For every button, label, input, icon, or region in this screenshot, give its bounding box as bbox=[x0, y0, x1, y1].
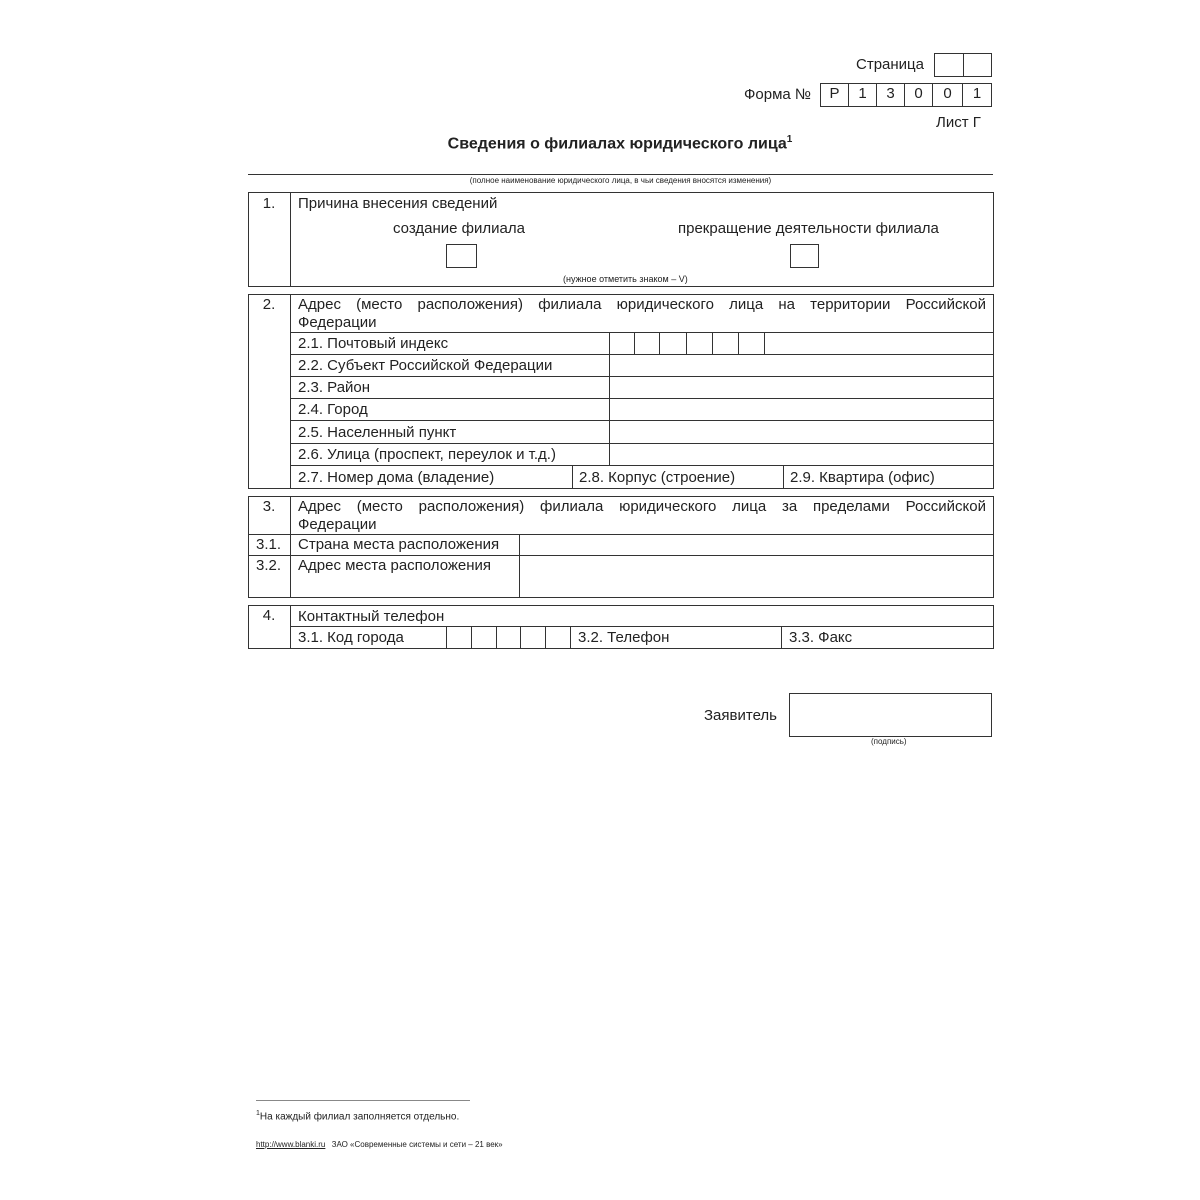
footer-company: ЗАО «Современные системы и сети – 21 век» bbox=[331, 1140, 503, 1149]
section-3-divider bbox=[290, 496, 291, 598]
row-locality: 2.5. Населенный пункт bbox=[298, 424, 457, 441]
section-1-label: Причина внесения сведений bbox=[298, 195, 498, 212]
page-number-cell-2[interactable] bbox=[963, 53, 992, 77]
page-title-text: Сведения о филиалах юридического лица bbox=[447, 135, 787, 153]
row-house[interactable]: 2.7. Номер дома (владение) bbox=[298, 469, 495, 486]
section-2-number: 2. bbox=[262, 296, 276, 313]
house-divider bbox=[572, 465, 573, 489]
row-country: Страна места расположения bbox=[298, 536, 500, 553]
page-label: Страница bbox=[856, 56, 924, 73]
row-3-2-number: 3.2. bbox=[256, 557, 282, 574]
terminate-branch-checkbox[interactable] bbox=[790, 244, 819, 268]
form-code-cell: Р bbox=[820, 83, 849, 107]
row-federal-subject: 2.2. Субъект Российской Федерации bbox=[298, 357, 553, 374]
section-1-divider bbox=[290, 192, 291, 287]
footnote bbox=[256, 1108, 459, 1123]
form-code-cell: 3 bbox=[876, 83, 905, 107]
row-apartment[interactable]: 2.9. Квартира (офис) bbox=[790, 469, 935, 486]
row-street: 2.6. Улица (проспект, переулок и т.д.) bbox=[298, 446, 556, 463]
section-3-label-cont: Федерации bbox=[298, 516, 377, 533]
create-branch-checkbox[interactable] bbox=[446, 244, 477, 268]
option-create-branch-label: создание филиала bbox=[393, 220, 525, 237]
form-code-cell: 0 bbox=[932, 83, 963, 107]
section-1-number: 1. bbox=[262, 195, 276, 212]
row-city: 2.4. Город bbox=[298, 401, 368, 418]
signature-box[interactable] bbox=[789, 693, 992, 737]
mark-hint: (нужное отметить знаком – V) bbox=[563, 274, 688, 284]
form-code-cell: 0 bbox=[904, 83, 933, 107]
row-district: 2.3. Район bbox=[298, 379, 371, 396]
signature-caption: (подпись) bbox=[871, 737, 907, 746]
locality-input[interactable] bbox=[610, 421, 993, 443]
footer-link[interactable]: http://www.blanki.ru bbox=[256, 1140, 326, 1149]
city-code-input[interactable] bbox=[447, 627, 570, 648]
legal-entity-name-caption: (полное наименование юридического лица, в чьи сведения вносятся изменения) bbox=[469, 176, 772, 185]
row-phone[interactable]: 3.2. Телефон bbox=[578, 629, 670, 646]
row-city-code: 3.1. Код города bbox=[298, 629, 404, 646]
section-2-label: Адрес (место расположения) филиала юридического лица на территории Российской bbox=[298, 296, 986, 313]
country-input[interactable] bbox=[520, 535, 993, 555]
footnote-number: 1 bbox=[256, 1110, 260, 1117]
foreign-address-input[interactable] bbox=[520, 556, 993, 597]
form-code-cell: 1 bbox=[962, 83, 992, 107]
section-4-number: 4. bbox=[262, 607, 276, 624]
option-terminate-branch-label: прекращение деятельности филиала bbox=[678, 220, 939, 237]
legal-entity-name-line[interactable] bbox=[248, 174, 993, 175]
row-line bbox=[290, 465, 994, 466]
section-2-divider bbox=[290, 294, 291, 489]
form-number-label: Форма № bbox=[744, 86, 812, 103]
row-line bbox=[290, 626, 994, 627]
footer bbox=[256, 1140, 503, 1150]
section-4-divider bbox=[290, 605, 291, 649]
row-3-1-number: 3.1. bbox=[256, 536, 282, 553]
street-input[interactable] bbox=[610, 444, 993, 465]
city-input[interactable] bbox=[610, 399, 993, 420]
city-code-cell-divider bbox=[570, 626, 571, 649]
row-postal-index: 2.1. Почтовый индекс bbox=[298, 335, 449, 352]
form-code-cell: 1 bbox=[848, 83, 877, 107]
section-2-label-cont: Федерации bbox=[298, 314, 377, 331]
row-building[interactable]: 2.8. Корпус (строение) bbox=[579, 469, 736, 486]
postal-index-cell-divider bbox=[764, 332, 765, 354]
row-fax[interactable]: 3.3. Факс bbox=[789, 629, 853, 646]
applicant-label: Заявитель bbox=[704, 707, 777, 724]
footnote-mark: 1 bbox=[786, 134, 793, 145]
footnote-separator bbox=[256, 1100, 470, 1101]
section-4-label: Контактный телефон bbox=[298, 608, 445, 625]
page-title bbox=[0, 134, 1200, 153]
sheet-label: Лист Г bbox=[936, 114, 981, 131]
postal-index-input[interactable] bbox=[610, 333, 764, 354]
federal-subject-input[interactable] bbox=[610, 355, 993, 376]
building-divider bbox=[783, 465, 784, 489]
section-3-number: 3. bbox=[262, 498, 276, 515]
district-input[interactable] bbox=[610, 377, 993, 398]
footnote-text: На каждый филиал заполняется отдельно. bbox=[259, 1111, 460, 1123]
page-number-cell-1[interactable] bbox=[934, 53, 964, 77]
section-3-label: Адрес (место расположения) филиала юридического лица за пределами Российской bbox=[298, 498, 986, 515]
row-foreign-address: Адрес места расположения bbox=[298, 557, 492, 574]
phone-fax-divider bbox=[781, 626, 782, 649]
